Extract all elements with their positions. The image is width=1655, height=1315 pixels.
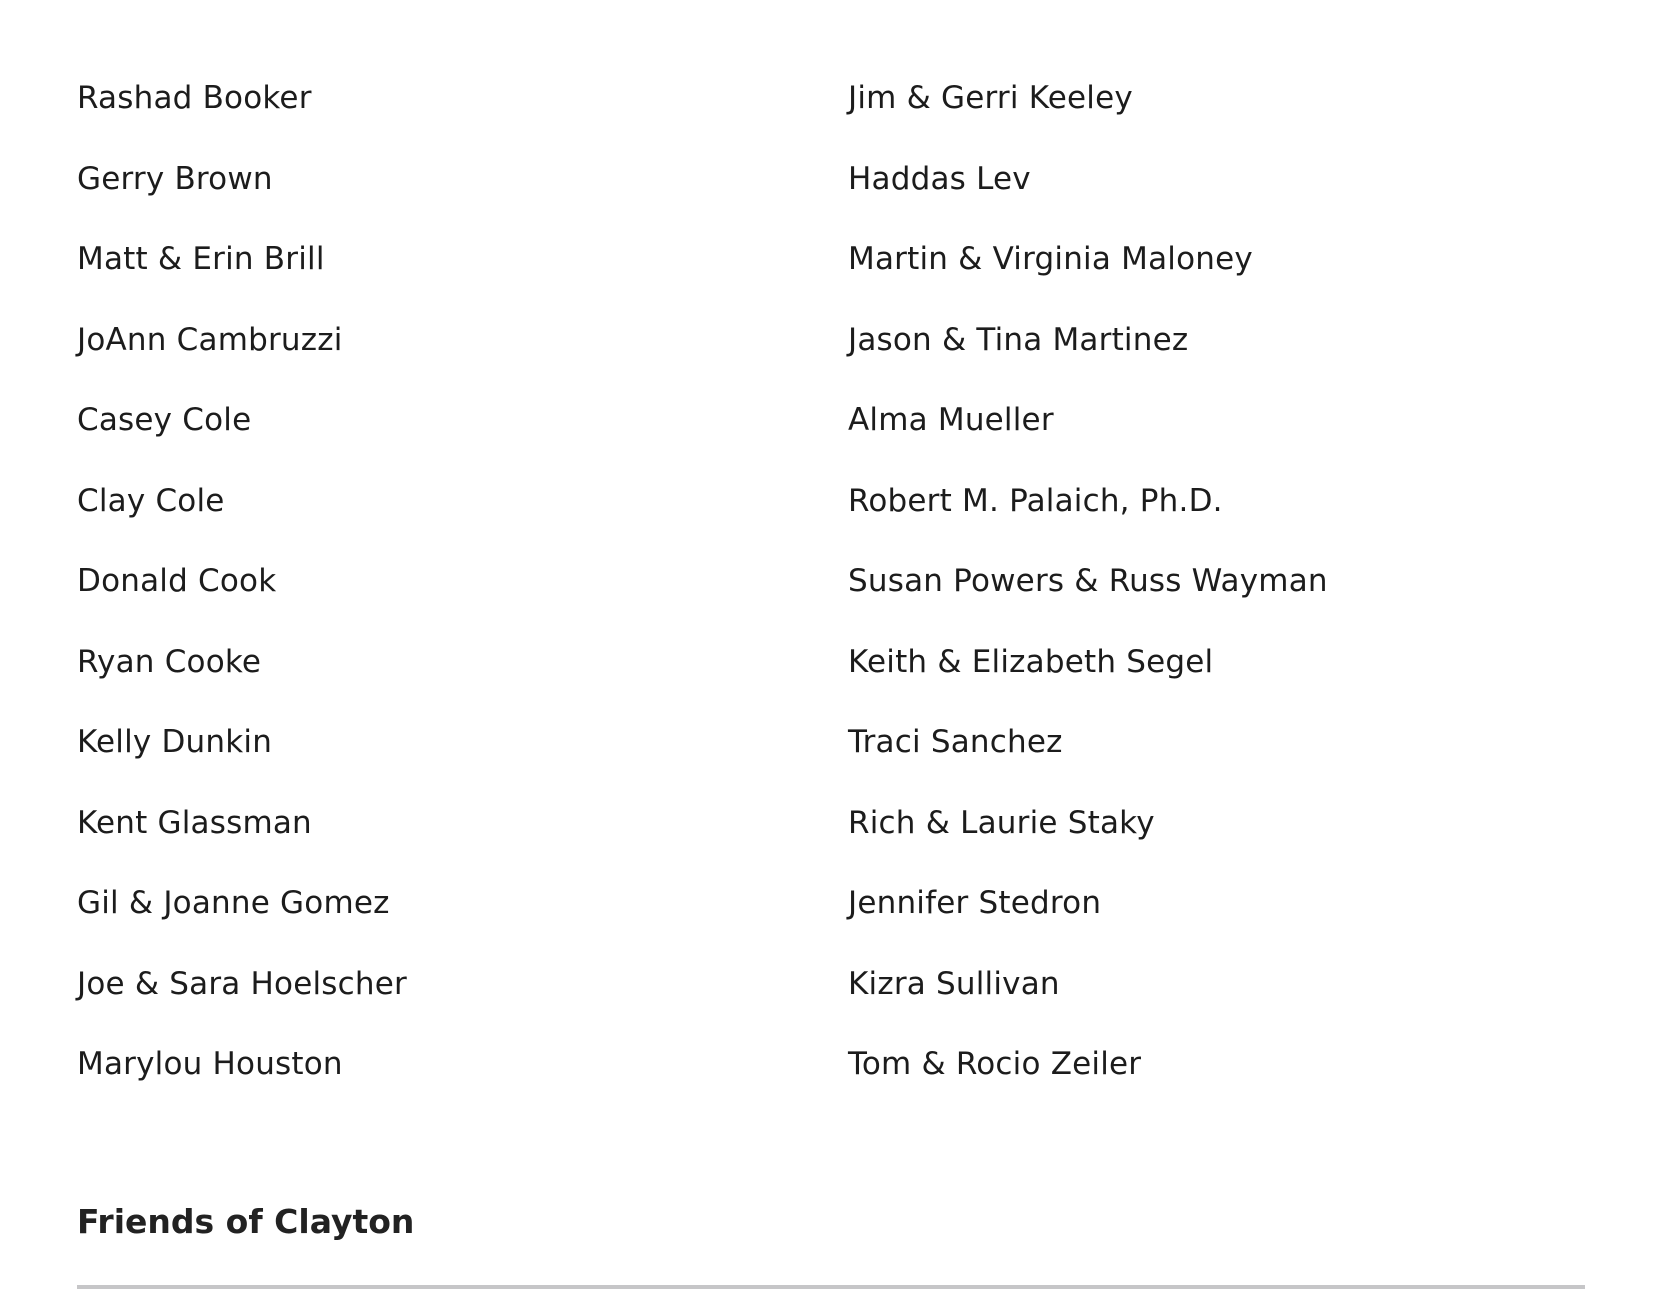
donor-name: Kent Glassman: [77, 804, 312, 841]
donor-name: Haddas Lev: [848, 160, 1031, 197]
donor-name: Martin & Virginia Maloney: [848, 241, 1253, 277]
section-divider: [77, 1285, 1585, 1289]
donor-name: Rich & Laurie Staky: [848, 804, 1155, 841]
donor-name: Gil & Joanne Gomez: [77, 885, 390, 921]
donor-name: Keith & Elizabeth Segel: [848, 643, 1214, 680]
donor-name: Kizra Sullivan: [848, 965, 1060, 1002]
donor-name: Traci Sanchez: [848, 724, 1063, 760]
donor-name: Joe & Sara Hoelscher: [77, 965, 407, 1002]
donor-name: Marylou Houston: [77, 1046, 343, 1082]
section-heading: Friends of Clayton: [77, 1202, 415, 1241]
donor-list-right-column: [848, 74, 1608, 1121]
donor-name: Robert M. Palaich, Ph.D.: [848, 482, 1223, 519]
donor-name: Casey Cole: [77, 402, 252, 438]
donor-name: Jim & Gerri Keeley: [848, 80, 1133, 116]
donor-name: Susan Powers & Russ Wayman: [848, 563, 1328, 599]
donor-name: Jennifer Stedron: [848, 885, 1102, 921]
donor-name: Matt & Erin Brill: [77, 241, 325, 277]
donor-name: Gerry Brown: [77, 160, 273, 197]
donor-name: Donald Cook: [77, 563, 277, 599]
donor-name: Rashad Booker: [77, 80, 312, 116]
donor-name: Alma Mueller: [848, 402, 1054, 438]
donor-list-left-column: [77, 74, 777, 1121]
donor-name: JoAnn Cambruzzi: [77, 321, 343, 358]
donor-name: Clay Cole: [77, 482, 225, 519]
donor-name: Ryan Cooke: [77, 643, 262, 680]
donor-name: Kelly Dunkin: [77, 724, 273, 760]
donor-name: Tom & Rocio Zeiler: [848, 1046, 1142, 1082]
donor-name: Jason & Tina Martinez: [848, 321, 1189, 358]
